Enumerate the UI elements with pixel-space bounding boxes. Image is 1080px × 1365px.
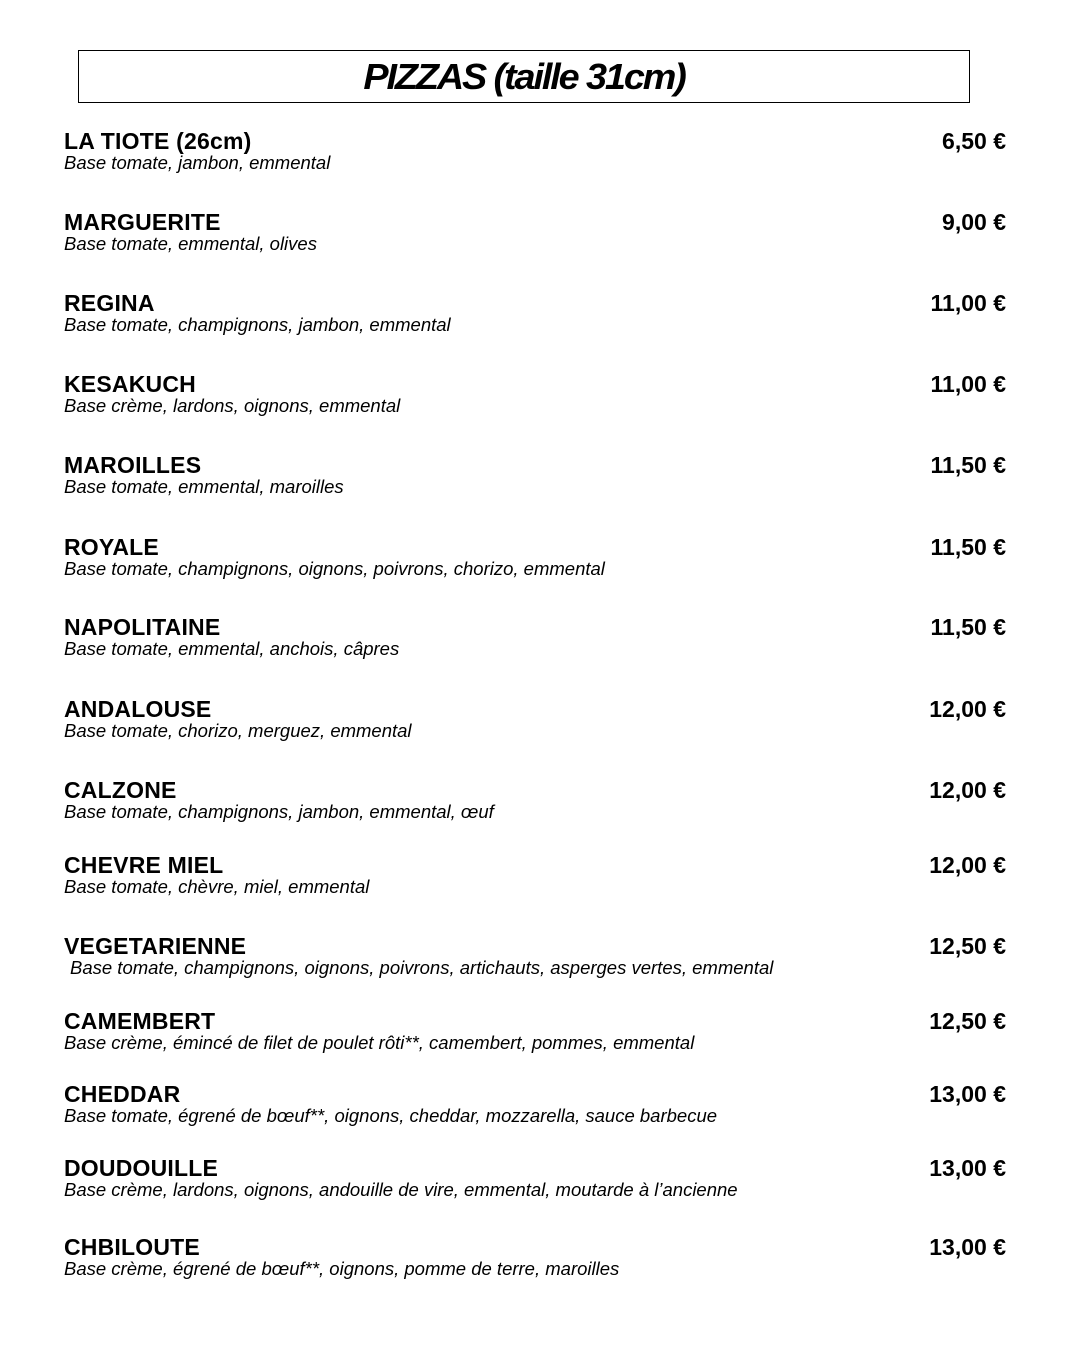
item-name: CAMEMBERT xyxy=(64,1008,216,1034)
item-description: Base tomate, emmental, olives xyxy=(64,233,317,254)
item-description: Base tomate, champignons, jambon, emmental, œuf xyxy=(64,801,494,822)
item-description: Base tomate, champignons, oignons, poivrons, artichauts, asperges vertes, emmental xyxy=(70,957,774,978)
item-description: Base crème, égrené de bœuf**, oignons, pomme de terre, maroilles xyxy=(64,1258,620,1279)
item-price: 13,00 € xyxy=(929,1234,1006,1260)
item-price: 11,50 € xyxy=(930,534,1006,560)
item-price: 11,00 € xyxy=(930,290,1006,316)
item-price: 11,50 € xyxy=(930,452,1006,478)
item-description: Base tomate, égrené de bœuf**, oignons, cheddar, mozzarella, sauce barbecue xyxy=(64,1105,718,1126)
item-name: CALZONE xyxy=(64,777,177,803)
item-name: NAPOLITAINE xyxy=(64,614,221,640)
item-description: Base tomate, chèvre, miel, emmental xyxy=(64,876,370,897)
item-price: 11,00 € xyxy=(930,371,1006,397)
item-name: MAROILLES xyxy=(64,452,202,478)
menu-item xyxy=(64,1234,1008,1279)
menu-title-box xyxy=(78,50,970,103)
item-description: Base tomate, champignons, oignons, poivrons, chorizo, emmental xyxy=(64,558,605,579)
item-price: 12,50 € xyxy=(929,1008,1006,1034)
item-name: MARGUERITE xyxy=(64,209,221,235)
item-description: Base crème, lardons, oignons, emmental xyxy=(64,395,401,416)
menu-item xyxy=(64,209,1008,254)
item-name: ROYALE xyxy=(64,534,159,560)
item-price: 12,00 € xyxy=(929,696,1006,722)
item-name: DOUDOUILLE xyxy=(64,1155,219,1181)
menu-item xyxy=(64,452,1008,497)
item-name: CHBILOUTE xyxy=(64,1234,200,1260)
item-name: ANDALOUSE xyxy=(64,696,212,722)
item-price: 13,00 € xyxy=(929,1155,1006,1181)
item-description: Base crème, émincé de filet de poulet rôti**, camembert, pommes, emmental xyxy=(64,1032,695,1053)
item-name: CHEDDAR xyxy=(64,1081,181,1107)
menu-item xyxy=(64,614,1008,659)
page-title: PIZZAS (taille 31cm) xyxy=(363,55,685,97)
item-description: Base tomate, emmental, anchois, câpres xyxy=(64,638,400,659)
menu-item xyxy=(64,128,1008,173)
item-price: 12,00 € xyxy=(929,852,1006,878)
item-price: 9,00 € xyxy=(942,209,1006,235)
menu-item xyxy=(64,777,1008,822)
item-description: Base tomate, chorizo, merguez, emmental xyxy=(64,720,412,741)
item-description: Base tomate, emmental, maroilles xyxy=(64,476,344,497)
item-price: 11,50 € xyxy=(930,614,1006,640)
menu-item xyxy=(64,290,1008,335)
item-price: 13,00 € xyxy=(929,1081,1006,1107)
menu-item xyxy=(64,371,1008,416)
item-name: LA TIOTE (26cm) xyxy=(64,128,252,154)
item-price: 12,00 € xyxy=(929,777,1006,803)
menu-item xyxy=(64,852,1008,897)
menu-item xyxy=(64,534,1008,579)
item-name: VEGETARIENNE xyxy=(64,933,247,959)
item-price: 12,50 € xyxy=(929,933,1006,959)
item-name: KESAKUCH xyxy=(64,371,196,397)
menu-item xyxy=(64,1155,1008,1200)
menu-item xyxy=(64,1008,1008,1053)
menu-item xyxy=(64,696,1008,741)
item-description: Base tomate, champignons, jambon, emmental xyxy=(64,314,451,335)
item-description: Base crème, lardons, oignons, andouille de vire, emmental, moutarde à l’ancienne xyxy=(64,1179,738,1200)
item-description: Base tomate, jambon, emmental xyxy=(64,152,331,173)
item-name: REGINA xyxy=(64,290,155,316)
menu-item xyxy=(64,933,1008,978)
item-price: 6,50 € xyxy=(942,128,1006,154)
menu-item xyxy=(64,1081,1008,1126)
item-name: CHEVRE MIEL xyxy=(64,852,224,878)
